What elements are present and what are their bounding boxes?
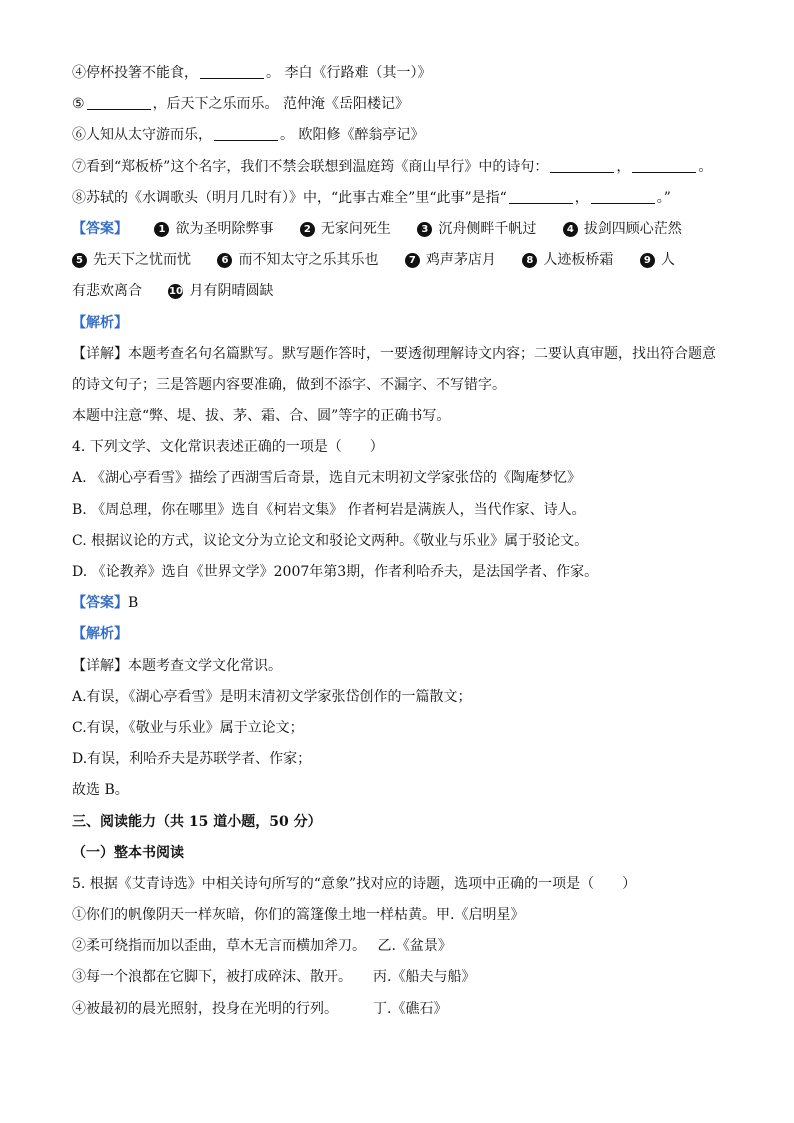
- detail-tag: 【详解】: [72, 657, 128, 674]
- q5-item: ④被最初的晨光照射，投身在光明的行列。 丁.《礁石》: [72, 1000, 448, 1017]
- document-page: [72, 58, 732, 1025]
- line-text: ⑤: [72, 96, 85, 113]
- line-text: ，: [616, 158, 631, 175]
- fill-blank-line-5: [72, 89, 732, 120]
- answer-blank: [591, 187, 655, 204]
- q5-item: ②柔可绕指而加以歪曲，草木无言而横加斧刀。 乙.《盆景》: [72, 938, 452, 955]
- line-text: 。: [698, 158, 713, 175]
- analysis-tag-line: [72, 619, 732, 650]
- explanation-c: C.有误，《敬业与乐业》属于立论文；: [72, 719, 304, 736]
- circled-number: 5: [72, 253, 87, 268]
- answer-blank: [200, 62, 264, 79]
- circled-number: 10: [168, 286, 183, 298]
- answer-blank: [509, 187, 573, 204]
- explanation-d: D.有误，利哈乔夫是苏联学者、作家；: [72, 751, 312, 768]
- circled-number: 4: [563, 222, 578, 237]
- line-text: ，后天下之乐而乐。 范仲淹《岳阳楼记》: [152, 96, 410, 113]
- subsection-heading: （一）整本书阅读: [72, 844, 184, 861]
- answer-line-1: [72, 214, 732, 245]
- answer-blank: [87, 93, 151, 110]
- answer-blank: [214, 124, 278, 141]
- fill-blank-line-4: [72, 58, 732, 89]
- line-text: ⑦看到“郑板桥”这个名字，我们不禁会联想到温庭筠《商山早行》中的诗句：: [72, 158, 549, 175]
- answer-blank: [632, 156, 696, 173]
- detail-line: [72, 370, 732, 401]
- option-d: D. 《论教养》选自《世界文学》2007年第3期，作者利哈乔夫，是法国学者、作家。: [72, 564, 599, 580]
- option-a: A. 《湖心亭看雪》描绘了西湖雪后奇景，选自元末明初文学家张岱的《陶庵梦忆》: [72, 470, 582, 487]
- answer-blank: [550, 156, 614, 173]
- circled-number: 9: [640, 253, 655, 268]
- explanation-a: A.有误，《湖心亭看雪》是明末清初文学家张岱创作的一篇散文；: [72, 688, 472, 705]
- answer-item: 5 先天下之忧而忧: [72, 245, 191, 276]
- option-c: C. 根据议论的方式，议论文分为立论文和驳论文两种。《敬业与乐业》属于驳论文。: [72, 532, 589, 549]
- answer-value: B: [128, 595, 139, 612]
- circled-number: 1: [154, 222, 169, 237]
- circled-number: 3: [417, 222, 432, 237]
- note-line: [72, 401, 732, 432]
- detail-line: [72, 339, 732, 370]
- conclusion: 故选 B。: [72, 782, 129, 799]
- line-text: ⑥人知从太守游而乐，: [72, 127, 212, 144]
- question-4-stem: 4. 下列文学、文化常识表述正确的一项是（ ）: [72, 439, 384, 456]
- fill-blank-line-7: [72, 152, 732, 183]
- question-5-stem: 5. 根据《艾青诗选》中相关诗句所写的“意象”找对应的诗题，选项中正确的一项是（ ）: [72, 875, 637, 892]
- answer-item: 8 人迹板桥霜: [522, 245, 613, 276]
- analysis-tag: 【解析】: [72, 314, 128, 331]
- answer-item: 3 沉舟侧畔千帆过: [417, 214, 536, 245]
- answer-item: 7 鸡声茅店月: [405, 245, 496, 276]
- answer-item: 9 人: [640, 245, 675, 276]
- line-text: ，: [574, 189, 589, 206]
- analysis-tag-line: [72, 308, 732, 339]
- answer-tag: 【答案】: [72, 595, 128, 612]
- answer-line-3: [72, 276, 732, 307]
- detail-text: 的诗文句子；三是答题内容要准确，做到不添字、不漏字、不写错字。: [72, 376, 506, 393]
- fill-blank-line-8: [72, 183, 732, 214]
- answer-line-q4: [72, 588, 732, 619]
- circled-number: 7: [405, 253, 420, 268]
- detail-tag: 【详解】: [72, 345, 128, 362]
- option-b: B. 《周总理，你在哪里》选自《柯岩文集》 作者柯岩是满族人，当代作家、诗人。: [72, 501, 586, 518]
- answer-item: 1 欲为圣明除弊事: [154, 214, 273, 245]
- circled-number: 6: [217, 253, 232, 268]
- line-text: 。”: [656, 189, 671, 206]
- fill-blank-line-6: [72, 120, 732, 151]
- answer-continuation: 有悲欢离合: [72, 283, 142, 300]
- answer-tag: 【答案】: [72, 220, 128, 237]
- line-text: 。 李白《行路难（其一）》: [266, 65, 432, 81]
- line-text: ⑧苏轼的《水调歌头（明月几时有）》中，“此事古难全”里“此事”是指“: [72, 189, 507, 206]
- circled-number: 2: [300, 222, 315, 237]
- answer-item: 4 拔剑四顾心茫然: [563, 214, 682, 245]
- detail-text: 本题考查名句名篇默写。默写题作答时，一要透彻理解诗文内容；二要认真审题，找出符合题意: [128, 345, 716, 362]
- analysis-tag: 【解析】: [72, 626, 128, 643]
- circled-number: 8: [522, 253, 537, 268]
- detail-line: 【详解】本题考查文学文化常识。: [72, 657, 282, 674]
- q5-item: ①你们的帆像阴天一样灰暗，你们的篙篷像土地一样枯黄。甲.《启明星》: [72, 907, 525, 924]
- line-text: ④停杯投箸不能食，: [72, 65, 198, 81]
- answer-item: 6 而不知太守之乐其乐也: [217, 245, 378, 276]
- answer-item: 2 无家问死生: [300, 214, 391, 245]
- answer-line-2: [72, 245, 732, 276]
- line-text: 。 欧阳修《醉翁亭记》: [280, 127, 425, 144]
- answer-item: 10 月有阴晴圆缺: [168, 283, 274, 300]
- section-heading: 三、阅读能力（共 15 道小题，50 分）: [72, 813, 322, 830]
- note-text: 本题中注意“弊、堤、拔、茅、霜、合、圆”等字的正确书写。: [72, 408, 451, 425]
- q5-item: ③每一个浪都在它脚下，被打成碎沫、散开。 丙.《船夫与船》: [72, 969, 476, 986]
